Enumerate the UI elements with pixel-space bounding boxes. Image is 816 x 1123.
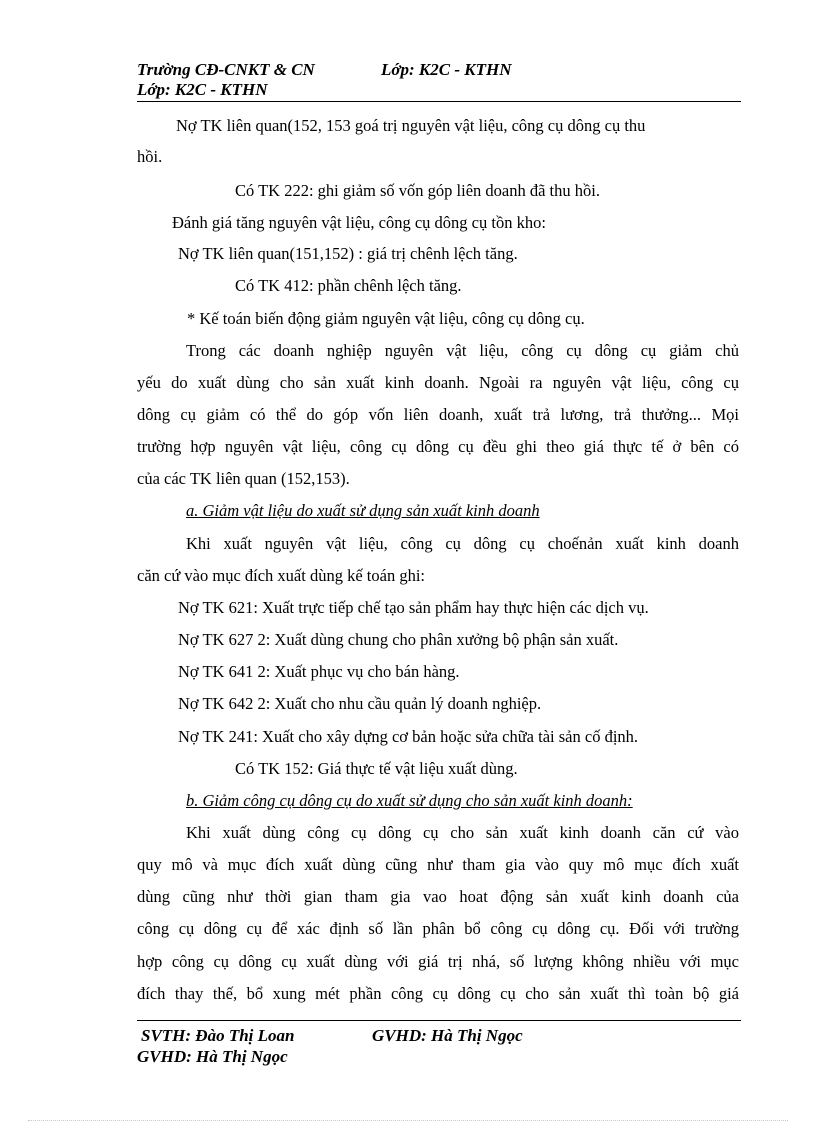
paragraph-line: căn cứ vào mục đích xuất dùng kế toán ghi: <box>137 566 425 585</box>
paragraph-line: quy mô và mục đích xuất dùng cũng như tham gia vào quy mô mục đích xuất <box>137 855 739 874</box>
paragraph-line: Nợ TK 642 2: Xuất cho nhu cầu quản lý doanh nghiệp. <box>178 694 542 713</box>
paragraph-line: Nợ TK 627 2: Xuất dùng chung cho phân xưởng bộ phận sản xuất. <box>178 630 619 649</box>
paragraph-line: trường hợp nguyên vật liệu, công cụ dông cụ đều ghi theo giá thực tế ở bên có <box>137 437 739 456</box>
paragraph-line: Nợ TK 621: Xuất trực tiếp chế tạo sản phẩm hay thực hiện các dịch vụ. <box>178 598 649 617</box>
paragraph-line: Nợ TK liên quan(151,152) : giá trị chênh lệch tăng. <box>178 244 518 263</box>
paragraph-line: Nợ TK 241: Xuất cho xây dựng cơ bản hoặc sửa chữa tài sản cố định. <box>178 727 639 746</box>
paragraph-line: Có TK 412: phần chênh lệch tăng. <box>235 276 462 295</box>
paragraph-line: dông cụ giảm có thể do góp vốn liên doanh, xuất trả lương, trả thưởng... Mọi <box>137 405 739 424</box>
paragraph-line: của các TK liên quan (152,153). <box>137 469 350 488</box>
header-class: Lớp: K2C - KTHN <box>381 60 512 79</box>
paragraph-line: đích thay thế, bổ xung mét phần công cụ dông cụ cho sản xuất thì toàn bộ giá <box>137 984 739 1003</box>
header-school: Trường CĐ-CNKT & CN <box>137 60 315 79</box>
page-edge-divider <box>28 1120 788 1121</box>
paragraph-line: dùng cũng như thời gian tham gia vao hoat động sản xuất kinh doanh của <box>137 887 739 906</box>
paragraph-line: Trong các doanh nghiệp nguyên vật liệu, công cụ dông cụ giảm chủ <box>186 341 739 360</box>
paragraph-line: Đánh giá tăng nguyên vật liệu, công cụ dông cụ tồn kho: <box>172 213 546 232</box>
footer-divider <box>137 1020 741 1021</box>
header-divider <box>137 101 741 102</box>
page-header <box>137 60 741 80</box>
footer-student: SVTH: Đào Thị Loan <box>141 1026 295 1045</box>
paragraph-line: Nợ TK 641 2: Xuất phục vụ cho bán hàng. <box>178 662 460 681</box>
paragraph-line: Khi xuất nguyên vật liệu, công cụ dông cụ choếnản xuất kinh doanh <box>186 534 739 553</box>
paragraph-line: Có TK 152: Giá thực tế vật liệu xuất dùng. <box>235 759 518 778</box>
paragraph-line: hợp công cụ dông cụ xuất dùng với giá trị nhá, số lượng không nhiều với mục <box>137 952 739 971</box>
paragraph-line: * Kế toán biến động giảm nguyên vật liệu, công cụ dông cụ. <box>187 309 585 328</box>
header-class-line2: Lớp: K2C - KTHN <box>137 80 268 99</box>
paragraph-line: công cụ dông cụ để xác định số lần phân bổ công cụ dông cụ. Đối với trường <box>137 919 739 938</box>
footer-advisor-line2: GVHD: Hà Thị Ngọc <box>137 1047 288 1066</box>
section-heading-b: b. Giảm công cụ dông cụ do xuất sử dụng cho sản xuất kinh doanh: <box>186 791 633 810</box>
paragraph-line: Nợ TK liên quan(152, 153 goá trị nguyên vật liệu, công cụ dông cụ thu <box>176 116 646 135</box>
footer-advisor: GVHD: Hà Thị Ngọc <box>372 1026 523 1045</box>
paragraph-line: Có TK 222: ghi giảm số vốn góp liên doanh đã thu hồi. <box>235 181 600 200</box>
paragraph-line: Khi xuất dùng công cụ dông cụ cho sản xuất kinh doanh căn cứ vào <box>186 823 739 842</box>
section-heading-a: a. Giảm vật liệu do xuất sử dụng sản xuất kinh doanh <box>186 501 540 520</box>
paragraph-line: hồi. <box>137 147 163 166</box>
paragraph-line: yếu do xuất dùng cho sản xuất kinh doanh. Ngoài ra nguyên vật liệu, công cụ <box>137 373 739 392</box>
